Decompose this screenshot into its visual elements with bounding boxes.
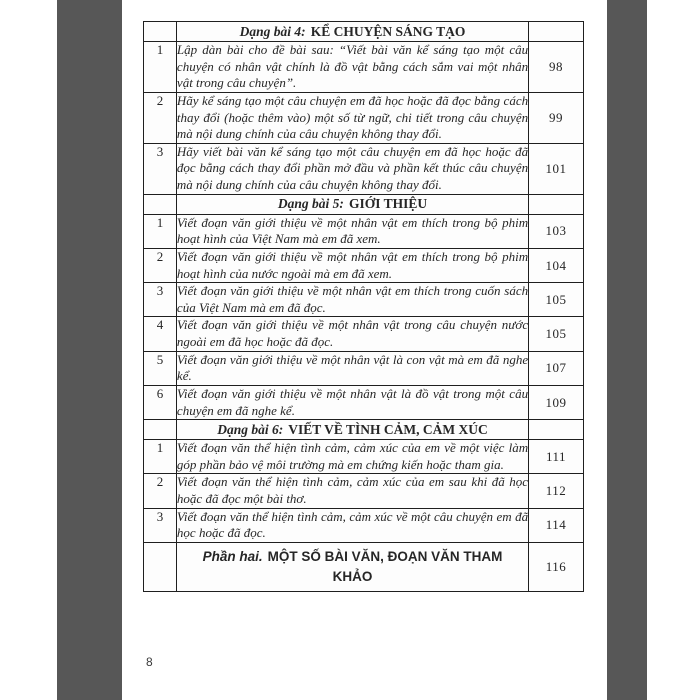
header-empty-page-cell — [529, 420, 584, 440]
row-number-cell: 4 — [144, 317, 177, 351]
row-title-cell: Hãy viết bài văn kể sáng tạo một câu chuyện em đã học hoặc đã đọc bằng cách thay đổi phần mở đầu và phần kết thúc câu chuyện mà nội dung chính của câu chuyện không thay đổi. — [176, 143, 528, 194]
header-empty-page-cell — [529, 194, 584, 214]
row-title-cell: Viết đoạn văn giới thiệu về một nhân vật em thích trong bộ phim hoạt hình của Việt Nam mà em đã xem. — [176, 214, 528, 248]
row-page-cell: 99 — [529, 92, 584, 143]
row-number-cell: 2 — [144, 92, 177, 143]
row-title-cell: Viết đoạn văn thể hiện tình cảm, cảm xúc của em về một việc làm góp phần bảo vệ môi trường mà em chứng kiến hoặc tham gia. — [176, 440, 528, 474]
row-page-cell: 109 — [529, 385, 584, 419]
section-header-cell — [176, 420, 528, 440]
toc-row — [144, 42, 584, 93]
row-page-cell: 98 — [529, 42, 584, 93]
row-number-cell: 6 — [144, 385, 177, 419]
row-page-cell: 111 — [529, 440, 584, 474]
toc-row — [144, 508, 584, 542]
final-empty-num-cell — [144, 542, 177, 592]
row-number-cell: 5 — [144, 351, 177, 385]
part-two-title-wrap — [193, 547, 513, 588]
row-number-cell: 2 — [144, 474, 177, 508]
part-two-title: MỘT SỐ BÀI VĂN, ĐOẠN VĂN THAM KHẢO — [267, 548, 503, 585]
toc-row — [144, 317, 584, 351]
row-title-cell: Viết đoạn văn giới thiệu về một nhân vật em thích trong cuốn sách của Việt Nam mà em đã đọc. — [176, 283, 528, 317]
toc-table — [143, 21, 584, 592]
toc-row — [144, 92, 584, 143]
row-number-cell: 1 — [144, 440, 177, 474]
section-header-cell — [176, 22, 528, 42]
toc-row — [144, 385, 584, 419]
toc-row — [144, 474, 584, 508]
toc-row — [144, 248, 584, 282]
row-title-cell: Viết đoạn văn thể hiện tình cảm, cảm xúc về một câu chuyện em đã học hoặc đã đọc. — [176, 508, 528, 542]
section-header-row — [144, 420, 584, 440]
toc-row — [144, 440, 584, 474]
row-page-cell: 114 — [529, 508, 584, 542]
section-header-row — [144, 22, 584, 42]
part-two-row — [144, 542, 584, 592]
row-page-cell: 101 — [529, 143, 584, 194]
header-empty-num-cell — [144, 22, 177, 42]
header-empty-page-cell — [529, 22, 584, 42]
row-number-cell: 3 — [144, 508, 177, 542]
row-page-cell: 107 — [529, 351, 584, 385]
header-empty-num-cell — [144, 194, 177, 214]
row-title-cell: Viết đoạn văn giới thiệu về một nhân vật trong câu chuyện nước ngoài em đã học hoặc đã đọc. — [176, 317, 528, 351]
section-header-title: VIẾT VỀ TÌNH CẢM, CẢM XÚC — [288, 421, 488, 437]
section-header-title: GIỚI THIỆU — [348, 196, 428, 212]
photo-backdrop-right — [607, 0, 647, 700]
row-number-cell: 2 — [144, 248, 177, 282]
section-header-prefix: Dạng bài 4: — [239, 23, 306, 39]
row-page-cell: 104 — [529, 248, 584, 282]
row-page-cell: 103 — [529, 214, 584, 248]
row-title-cell: Viết đoạn văn giới thiệu về một nhân vật là đồ vật trong một câu chuyện em đã nghe kể. — [176, 385, 528, 419]
row-title-cell: Viết đoạn văn thể hiện tình cảm, cảm xúc của em sau khi đã học hoặc đã đọc một bài thơ. — [176, 474, 528, 508]
toc-row — [144, 214, 584, 248]
row-title-cell: Viết đoạn văn giới thiệu về một nhân vật là con vật mà em đã nghe kể. — [176, 351, 528, 385]
page-number-footer: 8 — [146, 655, 153, 669]
row-number-cell: 1 — [144, 42, 177, 93]
part-two-title-cell — [176, 542, 528, 592]
section-header-title: KỂ CHUYỆN SÁNG TẠO — [310, 23, 466, 39]
row-title-cell: Hãy kể sáng tạo một câu chuyện em đã học hoặc đã đọc bằng cách thay đổi (hoặc thêm vào) một số từ ngữ, chi tiết trong câu chuyện mà nội dung chính của câu chuyện không thay đổi. — [176, 92, 528, 143]
part-two-prefix: Phần hai. — [202, 548, 263, 564]
section-header-prefix: Dạng bài 5: — [277, 196, 344, 212]
row-page-cell: 105 — [529, 283, 584, 317]
toc-row — [144, 351, 584, 385]
toc-row — [144, 143, 584, 194]
section-header-prefix: Dạng bài 6: — [217, 421, 284, 437]
header-empty-num-cell — [144, 420, 177, 440]
row-page-cell: 116 — [529, 542, 584, 592]
section-header-row — [144, 194, 584, 214]
row-number-cell: 3 — [144, 143, 177, 194]
row-number-cell: 3 — [144, 283, 177, 317]
row-title-cell: Viết đoạn văn giới thiệu về một nhân vật em thích trong bộ phim hoạt hình của nước ngoài mà em đã xem. — [176, 248, 528, 282]
photo-backdrop-left — [57, 0, 122, 700]
row-page-cell: 112 — [529, 474, 584, 508]
row-number-cell: 1 — [144, 214, 177, 248]
row-title-cell: Lập dàn bài cho đề bài sau: “Viết bài văn kể sáng tạo một câu chuyện có nhân vật chính là đồ vật bằng cách sắm vai một nhân vật trong câu chuyện”. — [176, 42, 528, 93]
section-header-cell — [176, 194, 528, 214]
row-page-cell: 105 — [529, 317, 584, 351]
toc-row — [144, 283, 584, 317]
